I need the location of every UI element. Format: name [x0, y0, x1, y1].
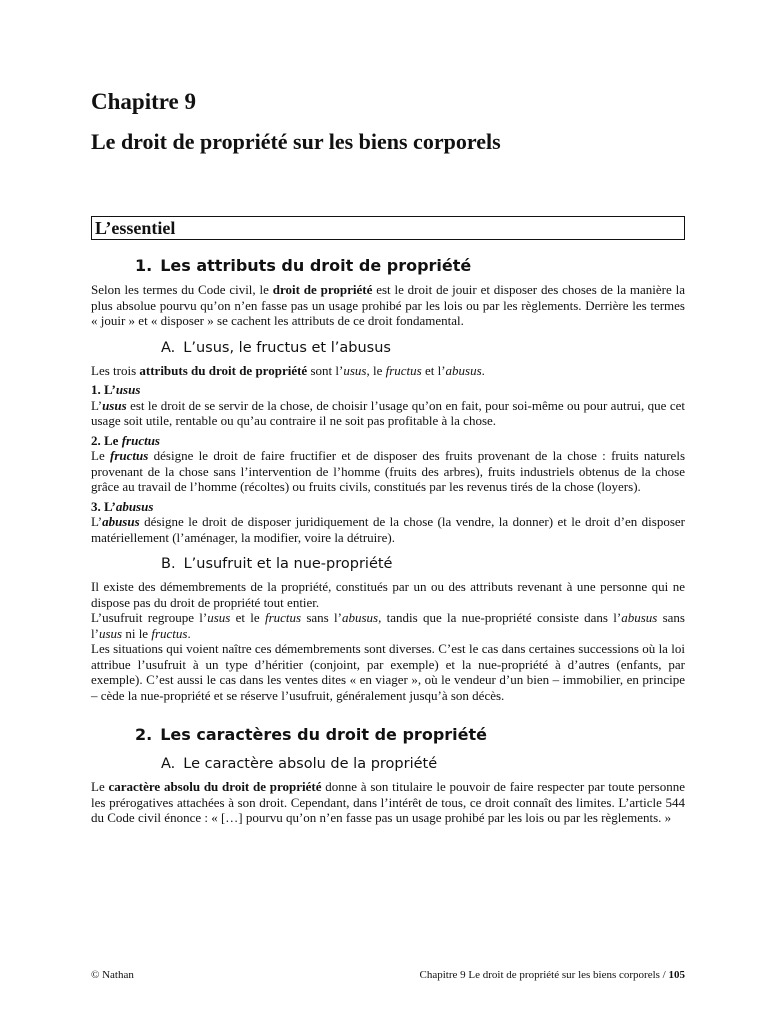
subsection-1b-paragraph-1: Il existe des démembrements de la propriété, constitués par un ou des attributs revenant à une personne qui ne dispose pas du droit de propriété tout entier. [91, 579, 685, 610]
usus-heading: 1. L’usus [91, 382, 141, 397]
section-1-title: Les attributs du droit de propriété [160, 256, 472, 275]
subsection-1b-heading [161, 555, 685, 573]
subsection-2a-heading [161, 755, 685, 773]
abusus-heading: 3. L’abusus [91, 498, 154, 514]
section-2-number: 2. [135, 725, 153, 744]
essentiel-heading: L’essentiel [91, 216, 685, 240]
footer-running-title: Chapitre 9 Le droit de propriété sur les biens corporels / 105 [419, 969, 685, 981]
subsection-1b-paragraph-2: L’usufruit regroupe l’usus et le fructus sans l’abusus, tandis que la nue-propriété consiste dans l’abusus sans l’usus ni le fructus. [91, 610, 685, 641]
subsection-1b-paragraph-3: Les situations qui voient naître ces démembrements sont diverses. C’est le cas dans certaines successions où la loi attribue l’usufruit à un type d’héritier (conjoint, par exemple) et la nue-propriété à d’autres (enfants, par exemple). C’est aussi le cas dans les ventes dites « en viager », où le vendeur d’un bien – immobilier, en principe – cède la nue-propriété et se réserve l’usufruit, généralement jusqu’à son décès. [91, 641, 685, 703]
subsection-1a-intro: Les trois attributs du droit de propriété sont l’usus, le fructus et l’abusus. [91, 362, 485, 378]
usus-paragraph: L’usus est le droit de se servir de la chose, de choisir l’usage qu’on en fait, pour soi-même ou pour autrui, que cet usage soit utile, rentable ou qu’au contraire il ne soit pas profitable à la chose. [91, 397, 685, 428]
subsection-2a-letter: A. [161, 756, 176, 772]
section-1-heading [135, 256, 685, 276]
fructus-paragraph: Le fructus désigne le droit de faire fructifier et de disposer des fruits provenant de la chose : fruits naturels provenant de la chose sans l’intervention de l’homme (fruits des arbres), fruits industriels obtenus de la chose grâce au travail de l’homme (récoltes) ou fruits civils, constitués par les revenus tirés de la chose (loyers). [91, 448, 685, 494]
subsection-2a-title: Le caractère absolu de la propriété [183, 756, 438, 772]
subsection-2a-paragraph: Le caractère absolu du droit de propriété donne à son titulaire le pouvoir de faire respecter par toute personne les prérogatives attachées à son droit. Cependant, dans l’intérêt de tous, ce droit connaît des limites. L’article 544 du Code civil énonce : « […] pourvu qu’on n’en fasse pas un usage prohibé par les lois ou par les règlements. » [91, 779, 685, 825]
footer-publisher: © Nathan [91, 969, 134, 981]
subsection-1a-heading [161, 339, 685, 357]
chapter-title: Le droit de propriété sur les biens corporels [91, 129, 501, 154]
fructus-heading: 2. Le fructus [91, 432, 160, 448]
section-2-title: Les caractères du droit de propriété [160, 725, 487, 744]
subsection-1b-letter: B. [161, 556, 176, 572]
subsection-1b-title: L’usufruit et la nue-propriété [183, 556, 393, 572]
section-2-heading [135, 725, 685, 745]
section-1-number: 1. [135, 256, 153, 275]
page-content [91, 88, 685, 826]
page-footer [91, 968, 685, 982]
abusus-paragraph: L’abusus désigne le droit de disposer juridiquement de la chose (la vendre, la donner) et le droit d’en disposer matériellement (l’aménager, la modifier, voire la détruire). [91, 514, 685, 545]
section-1-intro: Selon les termes du Code civil, le droit de propriété est le droit de jouir et disposer des choses de la manière la plus absolue pourvu qu’on n’en fasse pas un usage prohibé par les lois ou par les règlements. Derrière les termes « jouir » et « disposer » se cachent les attributs de ce droit fondamental. [91, 282, 686, 328]
chapter-number: Chapitre 9 [91, 89, 196, 114]
subsection-1a-title: L’usus, le fructus et l’abusus [183, 339, 391, 356]
subsection-1a-letter: A. [161, 339, 176, 356]
page-number: 105 [668, 969, 685, 981]
